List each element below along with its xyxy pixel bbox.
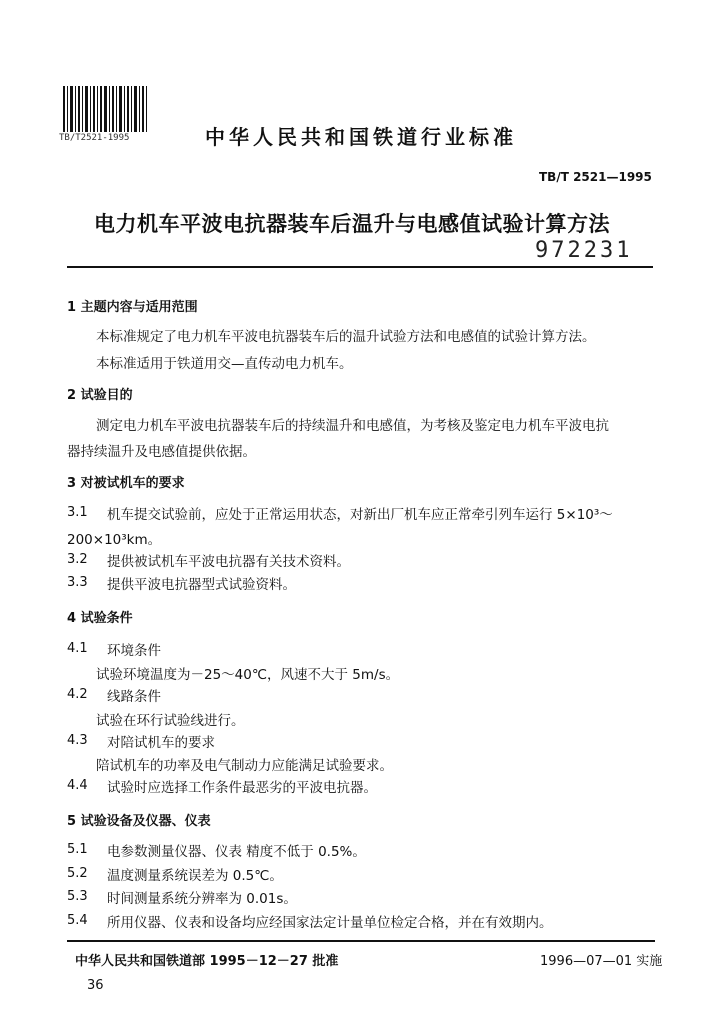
item-number: 3.2: [67, 552, 88, 567]
barcode: [62, 86, 148, 132]
item-number: 3.3: [67, 575, 88, 590]
document-title: 电力机车平波电抗器装车后温升与电感值试验计算方法: [94, 212, 610, 236]
paragraph: 本标准适用于铁道用交—直传动电力机车。: [96, 356, 353, 372]
item-number: 4.4: [67, 778, 88, 793]
item-text: 试验环境温度为－25～40℃，风速不大于 5m/s。: [96, 667, 400, 683]
item-text: 提供被试机车平波电抗器有关技术资料。: [107, 554, 350, 570]
item-title: 环境条件: [107, 643, 161, 659]
section-heading: 2 试验目的: [67, 388, 133, 403]
item-text: 电参数测量仪器、仪表 精度不低于 0.5%。: [107, 844, 366, 860]
item-number: 5.3: [67, 889, 88, 904]
barcode-label: TB/T2521-1995: [59, 133, 130, 143]
item-text: 提供平波电抗器型式试验资料。: [107, 577, 296, 593]
section-heading: 4 试验条件: [67, 611, 133, 626]
item-title: 对陪试机车的要求: [107, 735, 215, 751]
item-text: 时间测量系统分辨率为 0.01s。: [107, 891, 297, 907]
footer-rule: [67, 940, 655, 942]
section-heading: 3 对被试机车的要求: [67, 476, 185, 491]
item-text: 试验时应选择工作条件最恶劣的平波电抗器。: [107, 780, 377, 796]
item-number: 4.1: [67, 641, 88, 656]
section-heading: 1 主题内容与适用范围: [67, 300, 198, 315]
item-number: 4.3: [67, 733, 88, 748]
page-number: 36: [87, 978, 104, 993]
item-number: 5.1: [67, 842, 88, 857]
item-text: 陪试机车的功率及电气制动力应能满足试验要求。: [96, 758, 393, 774]
item-number: 5.4: [67, 913, 88, 928]
approval-line: 中华人民共和国铁道部 1995－12－27 批准: [75, 954, 339, 969]
effective-date: 1996—07—01 实施: [540, 954, 663, 969]
item-text: 温度测量系统误差为 0.5℃。: [107, 868, 283, 884]
item-text: 机车提交试验前，应处于正常运用状态，对新出厂机车应正常牵引列车运行 5×10³～: [107, 507, 613, 523]
item-title: 线路条件: [107, 689, 161, 705]
catalog-stamp: 972231: [535, 238, 633, 263]
item-number: 5.2: [67, 866, 88, 881]
paragraph: 测定电力机车平波电抗器装车后的持续温升和电感值，为考核及鉴定电力机车平波电抗: [96, 418, 609, 434]
item-text: 所用仪器、仪表和设备均应经国家法定计量单位检定合格，并在有效期内。: [107, 915, 553, 931]
item-text: 试验在环行试验线进行。: [96, 713, 245, 729]
item-number: 4.2: [67, 687, 88, 702]
item-number: 3.1: [67, 505, 88, 520]
standard-header: 中华人民共和国铁道行业标准: [205, 125, 517, 149]
paragraph: 本标准规定了电力机车平波电抗器装车后的温升试验方法和电感值的试验计算方法。: [96, 329, 596, 345]
title-rule: [67, 266, 653, 268]
item-text-continued: 200×10³km。: [67, 532, 162, 548]
paragraph-continued: 器持续温升及电感值提供依据。: [67, 444, 256, 460]
section-heading: 5 试验设备及仪器、仪表: [67, 814, 211, 829]
standard-code: TB/T 2521—1995: [539, 170, 652, 184]
